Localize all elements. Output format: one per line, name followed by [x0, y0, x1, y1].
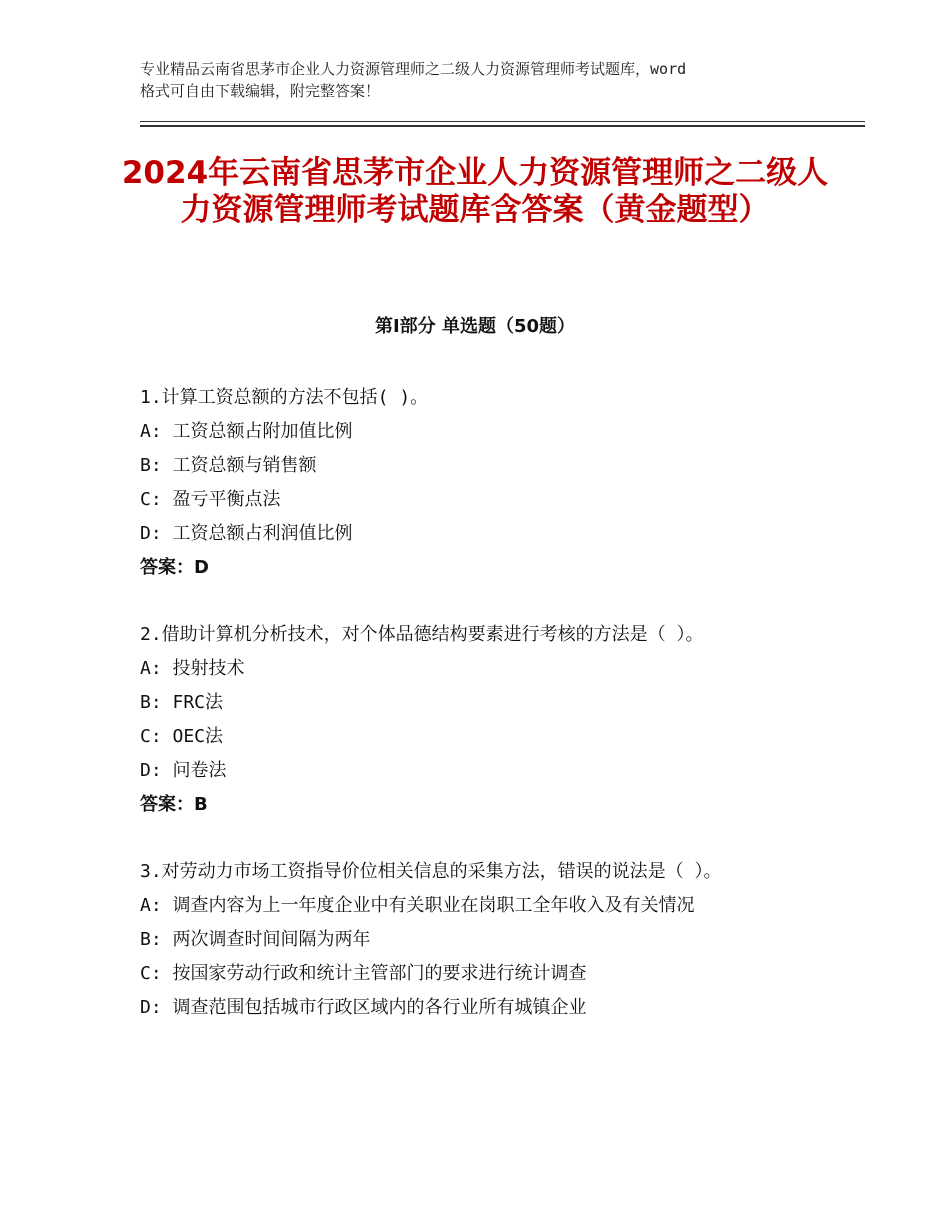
header-note-line: 格式可自由下载编辑，附完整答案！ [140, 82, 381, 100]
answer-option: D: 问卷法 [140, 760, 227, 781]
answer-option: D: 工资总额占利润值比例 [140, 523, 353, 544]
question-stem: 3.对劳动力市场工资指导价位相关信息的采集方法，错误的说法是（ ）。 [140, 861, 722, 882]
answer-option: B: FRC法 [140, 692, 224, 713]
header-divider-thick [140, 125, 865, 127]
question-item [140, 381, 820, 585]
answer-option: A: 投射技术 [140, 658, 245, 679]
question-item [140, 618, 820, 822]
document-title: 2024年云南省思茅市企业人力资源管理师之二级人力资源管理师考试题库含答案（黄金题型） [121, 155, 829, 228]
header-note [140, 58, 830, 102]
answer-option: D: 调查范围包括城市行政区域内的各行业所有城镇企业 [140, 997, 587, 1018]
answer-key: 答案：D [140, 557, 209, 578]
question-item [140, 855, 820, 1025]
answer-option: C: OEC法 [140, 726, 224, 747]
answer-key: 答案：B [140, 794, 208, 815]
header-divider [140, 121, 865, 122]
answer-option: A: 调查内容为上一年度企业中有关职业在岗职工全年收入及有关情况 [140, 895, 695, 916]
answer-option: A: 工资总额占附加值比例 [140, 421, 353, 442]
question-stem: 1.计算工资总额的方法不包括( )。 [140, 387, 429, 408]
question-list [140, 381, 820, 1058]
answer-option: C: 按国家劳动行政和统计主管部门的要求进行统计调查 [140, 963, 587, 984]
question-stem: 2.借助计算机分析技术，对个体品德结构要素进行考核的方法是（ ）。 [140, 624, 704, 645]
answer-option: B: 两次调查时间间隔为两年 [140, 929, 371, 950]
header-note-line: 专业精品云南省思茅市企业人力资源管理师之二级人力资源管理师考试题库，word [140, 60, 687, 78]
section-title: 第Ⅰ部分 单选题（50题） [374, 316, 575, 337]
answer-option: B: 工资总额与销售额 [140, 455, 317, 476]
answer-option: C: 盈亏平衡点法 [140, 489, 281, 510]
